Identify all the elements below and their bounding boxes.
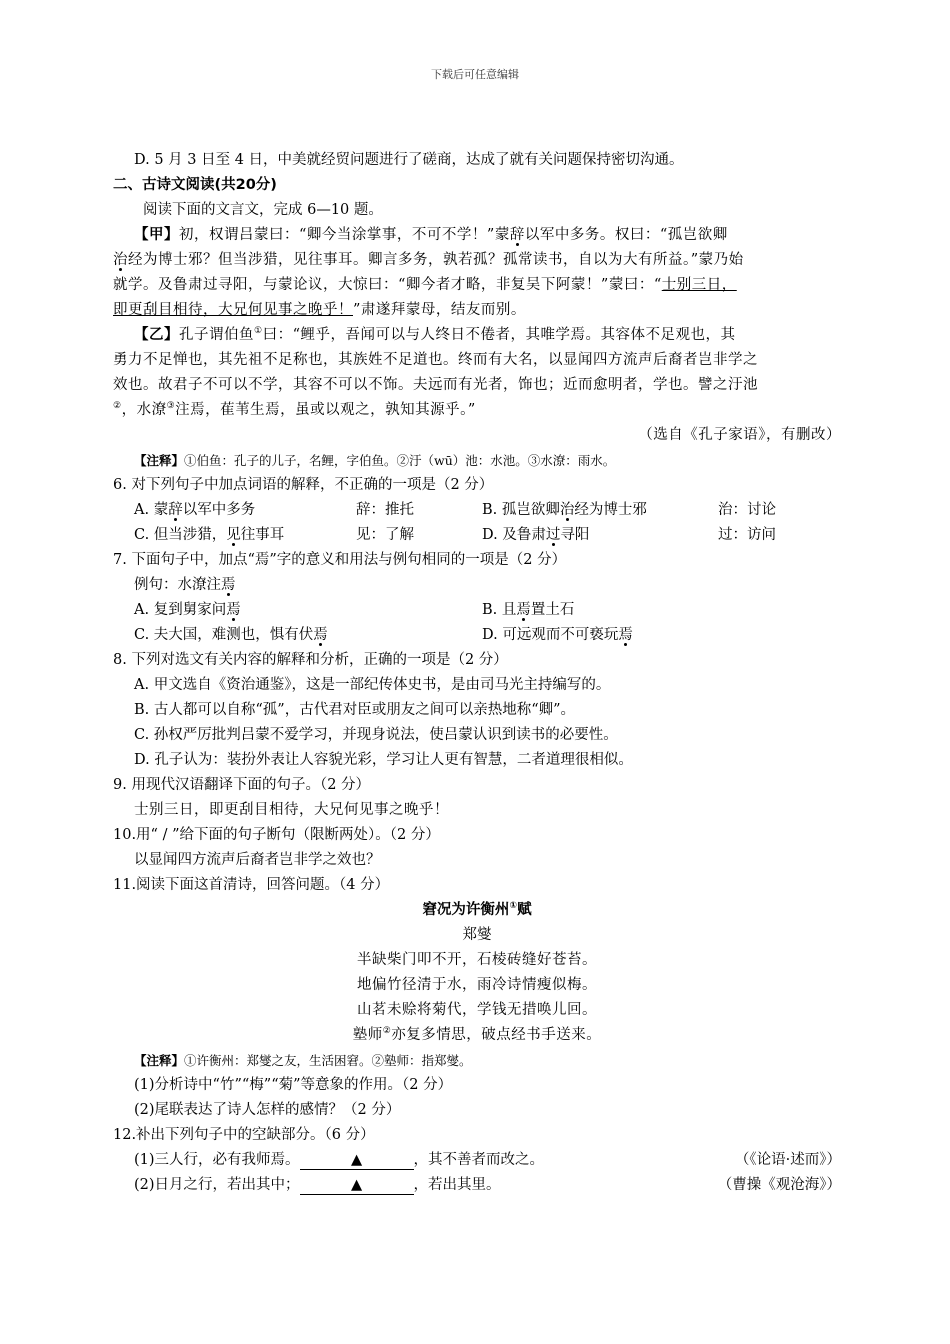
- yi-line-1: 【乙】孔子谓伯鱼①曰：“鲤乎，吾闻可以与人终日不倦者，其唯学焉。其容体不足观也，其: [134, 326, 736, 343]
- yi-line-3: 效也。故君子不可以不学，其容不可以不饰。夫远而有光者，饰也；近而愈明者，学也。譬之汙池: [113, 377, 758, 393]
- option-c-answer: 见：了解: [356, 527, 414, 543]
- question-9-sentence: 士别三日，即更刮目相待，大兄何见事之晚乎！: [134, 802, 449, 818]
- option-d-previous: D. 5 月 3 日至 4 日，中美就经贸问题进行了磋商，达成了就有关问题保持密切沟通。: [134, 152, 684, 168]
- question-7-row-1: [113, 598, 841, 623]
- option-b: B. 孤岂欲卿治经为博士邪: [482, 502, 647, 518]
- yi-label: 【乙】: [134, 327, 179, 343]
- option-a-answer: 辞：推托: [356, 502, 414, 518]
- question-12-item-1: (1)三人行，必有我师焉。 ▲ ，其不善者而改之。 （《论语·述而》）: [113, 1148, 841, 1173]
- question-10-sentence: 以显闻四方流声后裔者岂非学之效也？: [134, 852, 381, 868]
- jia-line-3: 就学。及鲁肃过寻阳，与蒙论议，大惊曰：“卿今者才略，非复吴下阿蒙！”蒙曰：“士别三日，: [113, 277, 737, 293]
- section-title: 二、古诗文阅读(共20分): [113, 177, 277, 193]
- question-7-example: 例句：水潦注焉: [134, 577, 236, 593]
- notes: 【注释】①伯鱼：孔子的儿子，名鲤，字伯鱼。②汙（wū）池：水池。③水潦：雨水。: [134, 453, 616, 468]
- citation: （《论语·述而》）: [734, 1152, 841, 1168]
- question-11-stem: 11.阅读下面这首清诗，回答问题。（4 分）: [113, 877, 390, 893]
- answer-blank[interactable]: ▲: [300, 1176, 414, 1195]
- option-c: C. 但当涉猎，见往事耳: [134, 527, 285, 543]
- question-11-sub-1: (1)分析诗中“竹”“梅”“菊”等意象的作用。（2 分）: [134, 1077, 453, 1093]
- option-b-answer: 治：讨论: [718, 502, 776, 518]
- question-8-option-c: C. 孙权严厉批判吕蒙不爱学习，并现身说法，使吕蒙认识到读书的必要性。: [134, 727, 618, 743]
- question-6-row-1: [113, 498, 841, 523]
- question-8-option-b: B. 古人都可以自称“孤”，古代君对臣或朋友之间可以亲热地称“卿”。: [134, 702, 576, 718]
- document-body: [113, 148, 841, 1198]
- question-8-option-d: D. 孔子认为：装扮外表让人容貌光彩，学习让人更有智慧，二者道理很相似。: [134, 752, 633, 768]
- question-8-option-a: A. 甲文选自《资治通鉴》，这是一部纪传体史书，是由司马光主持编写的。: [134, 677, 611, 693]
- option-c: C. 夫大国，难测也，惧有伏焉: [134, 627, 328, 643]
- jia-line-4: 即更刮目相待，大兄何见事之晚乎！”肃遂拜蒙母，结友而别。: [113, 302, 526, 318]
- question-10-stem: 10.用“ / ”给下面的句子断句（限断两处）。（2 分）: [113, 827, 440, 843]
- poem-line-3: 山茗未赊将菊代，学钱无措唤儿回。: [357, 1002, 597, 1018]
- option-d: D. 及鲁肃过寻阳: [482, 527, 590, 543]
- question-8-stem: 8. 下列对选文有关内容的解释和分析，正确的一项是（2 分）: [113, 652, 508, 668]
- question-12-item-2: (2)日月之行，若出其中； ▲ ，若出其里。 （曹操《观沧海》）: [113, 1173, 841, 1198]
- option-a: A. 蒙辞以军中多务: [134, 502, 256, 518]
- poem-line-1: 半缺柴门叩不开，石棱砖缝好苍苔。: [357, 952, 597, 968]
- option-b: B. 且焉置土石: [482, 602, 575, 618]
- page-header: 下载后可任意编辑: [431, 68, 519, 81]
- dotted-char: 辞: [509, 227, 525, 243]
- poem-line-2: 地偏竹径清于水，雨冷诗情瘦似梅。: [357, 977, 597, 993]
- option-d: D. 可远观而不可亵玩焉: [482, 627, 633, 643]
- question-12-stem: 12.补出下列句子中的空缺部分。（6 分）: [113, 1127, 375, 1143]
- underlined-sentence: 士别三日，: [661, 277, 737, 293]
- dotted-char: 治: [113, 252, 128, 268]
- question-7-stem: 7. 下面句子中，加点“焉”字的意义和用法与例句相同的一项是（2 分）: [113, 552, 567, 568]
- jia-label: 【甲】: [134, 227, 179, 243]
- underlined-sentence: 即更刮目相待，大兄何见事之晚乎！: [113, 302, 353, 318]
- question-6-row-2: [113, 523, 841, 548]
- jia-line-1: 【甲】初，权谓吕蒙曰：“卿今当涂掌事，不可不学！”蒙辞以军中多务。权曰：“孤岂欲卿: [134, 227, 728, 243]
- citation: （曹操《观沧海》）: [717, 1177, 841, 1193]
- question-7-row-2: [113, 623, 841, 648]
- question-6-stem: 6. 对下列句子中加点词语的解释，不正确的一项是（2 分）: [113, 477, 494, 493]
- question-11-sub-2: (2)尾联表达了诗人怎样的感情？（2 分）: [134, 1102, 401, 1118]
- poem-title: 窘况为许衡州①赋: [422, 901, 532, 918]
- yi-line-4: ②，水潦③注焉，萑苇生焉，虽或以观之，孰知其源乎。”: [113, 401, 476, 418]
- yi-line-2: 勇力不足惮也，其先祖不足称也，其族姓不足道也。终而有大名，以显闻四方流声后裔者岂非学之: [113, 352, 758, 368]
- answer-blank[interactable]: ▲: [300, 1151, 414, 1170]
- poem-line-4: 塾师②亦复多情思，破点经书手送来。: [352, 1026, 602, 1043]
- poem-notes: 【注释】①许衡州：郑燮之友，生活困窘。②塾师：指郑燮。: [134, 1053, 472, 1068]
- poem-author: 郑燮: [462, 927, 492, 943]
- option-a: A. 复到舅家问焉: [134, 602, 241, 618]
- jia-line-2: 治经为博士邪？但当涉猎，见往事耳。卿言多务，孰若孤？孤常读书，自以为大有所益。”蒙乃始: [113, 252, 744, 268]
- option-d-answer: 过：访问: [718, 527, 776, 543]
- source-citation: （选自《孔子家语》，有删改）: [638, 427, 841, 443]
- question-9-stem: 9. 用现代汉语翻译下面的句子。（2 分）: [113, 777, 371, 793]
- reading-instruction: 阅读下面的文言文，完成 6—10 题。: [143, 202, 383, 218]
